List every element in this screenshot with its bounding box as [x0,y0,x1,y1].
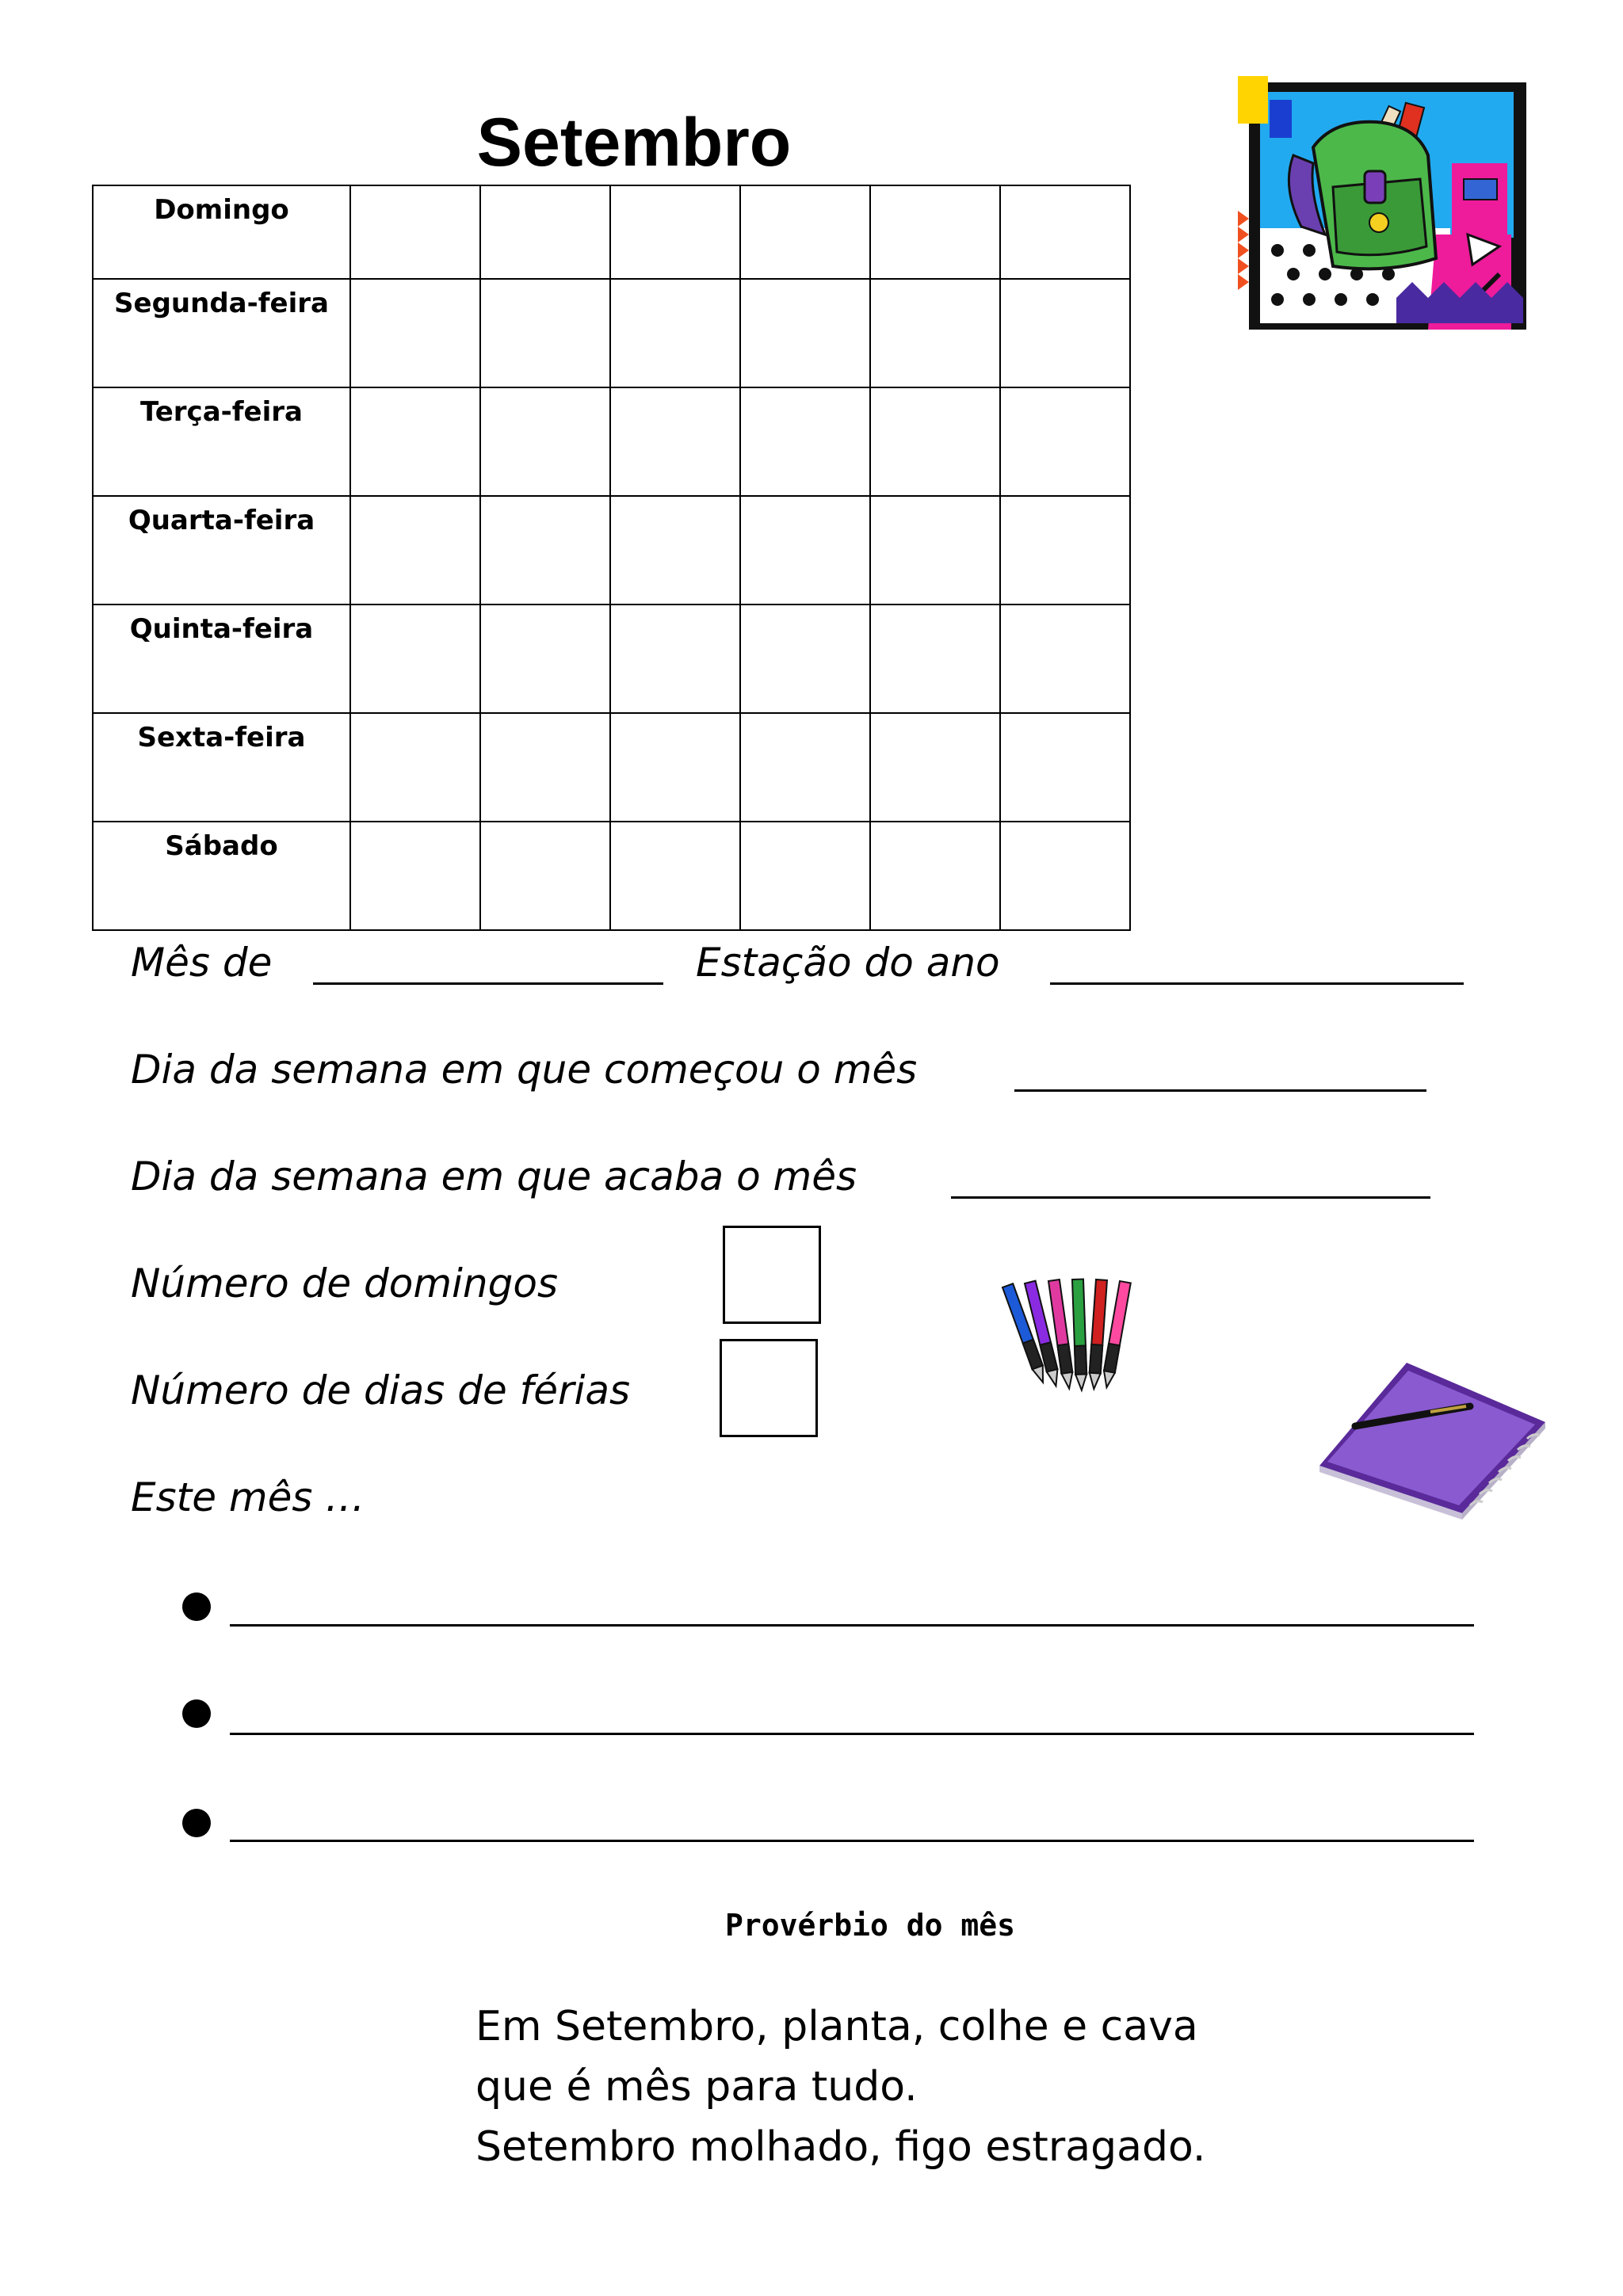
question-this-month-label: Este mês … [131,1474,365,1520]
calendar-cell [480,185,610,279]
calendar-cell [870,279,1000,387]
calendar-cell [350,387,480,496]
answer-line-item[interactable] [230,1624,1474,1627]
answer-line-start-day[interactable] [1014,1089,1426,1092]
calendar-cell [480,387,610,496]
weekday-label: Quinta-feira [93,605,350,713]
calendar-cell [740,822,870,930]
weekday-label: Sábado [93,822,350,930]
question-season-label: Estação do ano [696,940,1000,986]
bullet-icon [182,1592,211,1621]
calendar-row [93,713,1130,822]
proverb-text [475,1997,1205,2177]
calendar-cell [350,185,480,279]
calendar-row [93,279,1130,387]
calendar-cell [740,279,870,387]
calendar-row [93,387,1130,496]
calendar-cell [1000,713,1130,822]
proverb-line: Em Setembro, planta, colhe e cava [475,2003,1198,2050]
calendar-cell [870,496,1000,605]
colored-pens [987,1272,1177,1430]
calendar-cell [480,605,610,713]
calendar-row [93,822,1130,930]
calendar-grid [92,185,1131,931]
calendar-cell [1000,822,1130,930]
calendar-cell [870,605,1000,713]
calendar-cell [350,822,480,930]
question-holidays-label: Número de dias de férias [131,1367,631,1413]
bullet-icon [182,1699,211,1728]
calendar-cell [480,713,610,822]
calendar-cell [870,713,1000,822]
calendar-cell [610,496,740,605]
calendar-cell [350,279,480,387]
calendar-row [93,605,1130,713]
calendar-cell [350,605,480,713]
answer-line-item[interactable] [230,1840,1474,1842]
answer-box-sundays[interactable] [723,1226,821,1324]
weekday-label: Domingo [93,185,350,279]
question-sundays-label: Número de domingos [131,1261,558,1306]
answer-line-item[interactable] [230,1733,1474,1735]
weekday-label: Sexta-feira [93,713,350,822]
proverb-line: Setembro molhado, figo estragado. [475,2123,1206,2171]
calendar-cell [1000,185,1130,279]
calendar-cell [610,279,740,387]
bullet-icon [182,1809,211,1837]
calendar-cell [610,713,740,822]
calendar-cell [610,185,740,279]
weekday-label: Segunda-feira [93,279,350,387]
calendar-cell [480,822,610,930]
calendar-cell [740,713,870,822]
purple-notebook [1312,1347,1549,1521]
page-title: Setembro [476,105,792,181]
calendar-cell [1000,387,1130,496]
calendar-row [93,185,1130,279]
calendar-cell [610,605,740,713]
weekday-label: Terça-feira [93,387,350,496]
answer-box-holidays[interactable] [720,1339,818,1437]
calendar-row [93,496,1130,605]
answer-line-month[interactable] [313,982,663,985]
proverb-title: Provérbio do mês [725,1908,1016,1943]
calendar-cell [1000,279,1130,387]
calendar-cell [1000,496,1130,605]
calendar-cell [740,185,870,279]
question-end-day-label: Dia da semana em que acaba o mês [131,1154,857,1199]
calendar-cell [870,387,1000,496]
question-month-label: Mês de [131,940,273,986]
calendar-cell [480,279,610,387]
answer-line-season[interactable] [1050,982,1464,985]
proverb-line: que é mês para tudo. [475,2063,918,2111]
calendar-cell [610,822,740,930]
calendar-cell [610,387,740,496]
question-start-day-label: Dia da semana em que começou o mês [131,1047,918,1093]
calendar-cell [740,496,870,605]
calendar-cell [740,605,870,713]
calendar-cell [350,496,480,605]
calendar-cell [870,185,1000,279]
answer-line-end-day[interactable] [951,1196,1430,1199]
calendar-cell [350,713,480,822]
calendar-cell [870,822,1000,930]
calendar-cell [480,496,610,605]
backpack-clipart [1238,76,1555,342]
weekday-label: Quarta-feira [93,496,350,605]
calendar-cell [1000,605,1130,713]
calendar-cell [740,387,870,496]
